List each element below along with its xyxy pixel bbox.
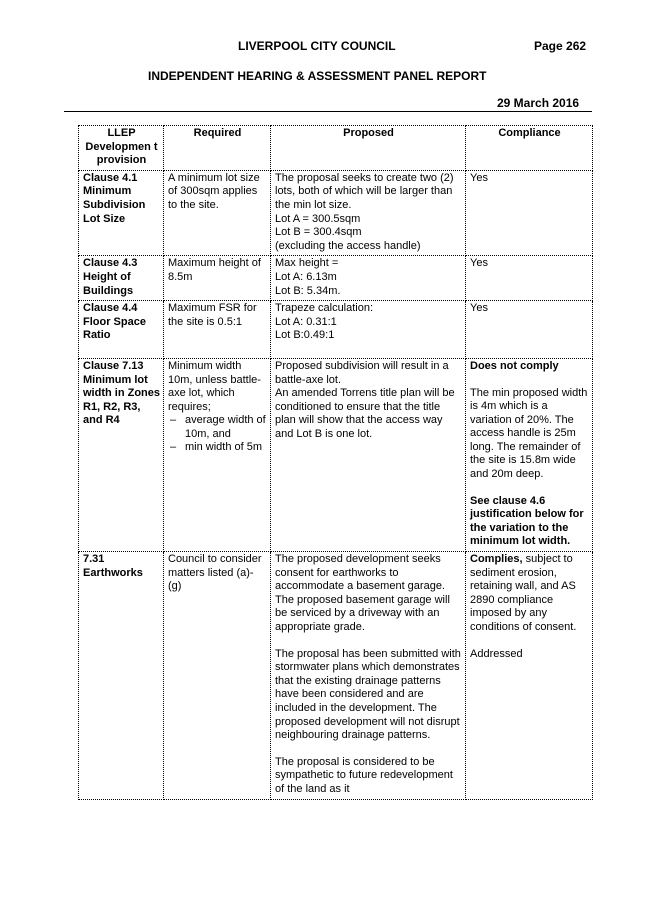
compliance-table <box>78 125 593 800</box>
compliance-text <box>470 553 589 635</box>
compliance-cell: Yes <box>466 301 593 359</box>
table-row <box>79 170 593 256</box>
proposed-text: Trapeze calculation: <box>275 302 374 315</box>
proposed-text: Lot B = 300.4sqm <box>275 226 362 239</box>
proposed-text: An amended Torrens title plan will be conditioned to ensure that the title plan will show that the access way and Lot B is one lot. <box>275 387 455 440</box>
column-header-provision: LLEP Developmen t provision <box>79 126 164 171</box>
proposed-text: (excluding the access handle) <box>275 239 421 252</box>
column-header-compliance: Compliance <box>466 126 593 171</box>
proposed-cell <box>271 552 466 800</box>
provision-cell: Clause 4.4 Floor Space Ratio <box>79 301 164 359</box>
table-row <box>79 552 593 800</box>
required-cell <box>164 358 271 551</box>
compliance-note: See clause 4.6 justification below for the variation to the minimum lot width. <box>470 494 584 548</box>
report-date: 29 March 2016 <box>497 96 580 110</box>
proposed-text: The proposal is considered to be sympathetic to future redevelopment of the land as it <box>275 755 453 795</box>
proposed-text: The proposal seeks to create two (2) lots, both of which will be larger than the min lot size. <box>275 171 454 211</box>
compliance-heading: Complies, <box>470 553 523 566</box>
table-row <box>79 358 593 551</box>
proposed-text: Lot A: 0.31:1 <box>275 315 337 328</box>
provision-cell: Clause 7.13 Minimum lot width in Zones R1, R2, R3, and R4 <box>79 358 164 551</box>
proposed-cell <box>271 170 466 256</box>
required-cell: Council to consider matters listed (a)-(g) <box>164 552 271 800</box>
council-name: LIVERPOOL CITY COUNCIL <box>238 39 396 53</box>
provision-cell: Clause 4.3 Height of Buildings <box>79 256 164 301</box>
proposed-text: Lot B: 5.34m. <box>275 284 341 297</box>
column-header-required: Required <box>164 126 271 171</box>
compliance-cell <box>466 358 593 551</box>
header-rule <box>64 111 592 112</box>
proposed-text: The proposed development seeks consent for earthworks to accommodate a basement garage. The proposed basement garage will be serviced by a driveway with an appropriate grade. <box>275 553 450 633</box>
compliance-note: Addressed <box>470 647 523 660</box>
compliance-cell: Yes <box>466 256 593 301</box>
list-item: – min width of 5m <box>168 441 267 455</box>
proposed-text: Proposed subdivision will result in a battle-axe lot. <box>275 359 449 386</box>
proposed-cell <box>271 358 466 551</box>
provision-cell: 7.31 Earthworks <box>79 552 164 800</box>
compliance-cell <box>466 552 593 800</box>
proposed-cell <box>271 301 466 359</box>
proposed-text: The proposal has been submitted with stormwater plans which demonstrates that the existing drainage patterns have been considered and are included in the development. The proposed development will not disrupt neighbouring drainage patterns. <box>275 647 461 742</box>
page-number: Page 262 <box>534 39 587 53</box>
proposed-text: Lot B:0.49:1 <box>275 329 335 342</box>
compliance-cell: Yes <box>466 170 593 256</box>
list-item: – average width of 10m, and <box>168 414 267 441</box>
required-cell: Maximum FSR for the site is 0.5:1 <box>164 301 271 359</box>
provision-cell: Clause 4.1 Minimum Subdivision Lot Size <box>79 170 164 256</box>
required-cell: Maximum height of 8.5m <box>164 256 271 301</box>
compliance-text: The min proposed width is 4m which is a variation of 20%. The access handle is 25m long. The remainder of the site is 15.8m wide and 20m deep. <box>470 386 588 481</box>
required-text: Minimum width 10m, unless battle-axe lot, which requires; <box>168 359 261 413</box>
required-list <box>168 414 267 455</box>
required-cell: A minimum lot size of 300sqm applies to the site. <box>164 170 271 256</box>
proposed-cell <box>271 256 466 301</box>
proposed-text: Lot A: 6.13m <box>275 270 337 283</box>
table-header-row <box>79 126 593 171</box>
proposed-text: Max height = <box>275 257 339 270</box>
compliance-heading: Does not comply <box>470 359 559 372</box>
column-header-proposed: Proposed <box>271 126 466 171</box>
proposed-text: Lot A = 300.5sqm <box>275 212 361 225</box>
compliance-detail: subject to sediment erosion, retaining wall, and AS 2890 compliance imposed by any conditions of consent. <box>470 553 577 633</box>
table-row <box>79 256 593 301</box>
report-title: INDEPENDENT HEARING & ASSESSMENT PANEL REPORT <box>148 69 487 83</box>
table-row <box>79 301 593 359</box>
